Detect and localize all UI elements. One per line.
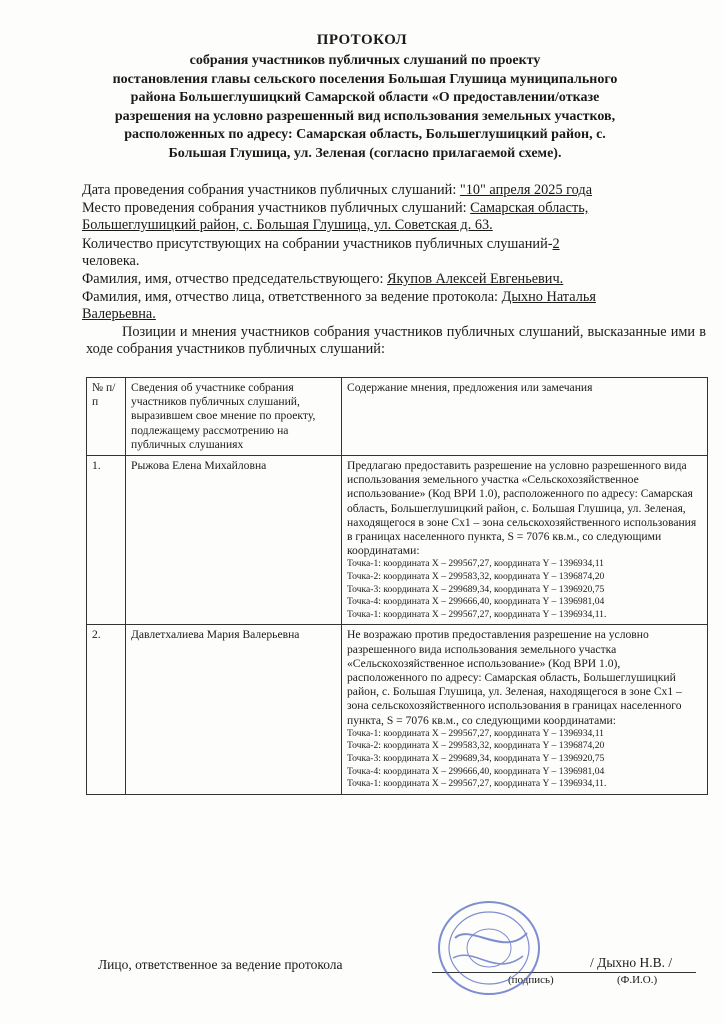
coordinate-point: Точка-3: координата X – 299689,34, координата Y – 1396920,75 — [347, 753, 605, 765]
header-num: № п/п — [87, 378, 126, 456]
table-row — [87, 456, 708, 625]
secretary-value-1: Дыхно Наталья — [501, 289, 596, 305]
opinion-text: Предлагаю предоставить разрешение на условно разрешенного вида использования земельного участка «Сельскохозяйственное использование» (Код ВРИ 1.0), расположенного по адресу: Самарская область, Большеглушицкий район, с. Большая Глушица, ул. Зеленая, находящегося в зоне Сх1 – зона сельскохозяйственного использования в границах населенного пункта, S = 7076 кв.м., со следующими координатами: — [347, 459, 697, 558]
date-value: "10" апреля 2025 года — [459, 182, 593, 198]
responsible-label: Лицо, ответственное за ведение протокола — [98, 957, 343, 972]
row-participant: Давлетхалиева Мария Валерьевна — [126, 625, 342, 794]
coordinate-point: Точка-4: координата X – 299666,40, координата Y – 1396981,04 — [347, 596, 605, 608]
name-caption: (Ф.И.О.) — [617, 974, 658, 986]
round-seal-icon — [435, 898, 543, 998]
count-value: 2 — [552, 236, 560, 252]
signature-caption: (подпись) — [508, 974, 554, 986]
attendee-count — [82, 236, 702, 270]
place-value-2: Большеглушицкий район, с. Большая Глушица, ул. Советская д. 63. — [82, 217, 493, 233]
header-opinion: Содержание мнения, предложения или замечания — [342, 378, 708, 456]
header-participant: Сведения об участнике собрания участников публичных слушаний, выразившем свое мнение по проекту, подлежащему рассмотрению на публичных слушаниях — [126, 378, 342, 456]
coordinate-point: Точка-1: координата X – 299567,27, координата Y – 1396934,11. — [347, 608, 607, 620]
secretary-value-2: Валерьевна. — [82, 306, 156, 322]
document-title: ПРОТОКОЛ — [316, 32, 408, 48]
table-row — [87, 625, 708, 794]
coordinate-point: Точка-1: координата X – 299567,27, координата Y – 1396934,11 — [347, 558, 604, 570]
document-subtitle — [60, 52, 670, 163]
signer-name: / Дыхно Н.В. / — [590, 955, 673, 970]
chairperson — [82, 271, 702, 288]
secretary — [82, 289, 702, 323]
place-label: Место проведения собрания участников публичных слушаний: — [82, 200, 467, 216]
subtitle-line: расположенных по адресу: Самарская область, Большеглушицкий район, с. — [124, 127, 606, 142]
row-num: 1. — [87, 456, 126, 625]
row-num: 2. — [87, 625, 126, 794]
row-opinion — [342, 625, 708, 794]
coordinate-point: Точка-1: координата X – 299567,27, координата Y – 1396934,11. — [347, 778, 607, 790]
coordinate-point: Точка-3: координата X – 299689,34, координата Y – 1396920,75 — [347, 583, 605, 595]
subtitle-line: собрания участников публичных слушаний по проекту — [189, 53, 541, 68]
subtitle-line: Большая Глушица, ул. Зеленая (согласно прилагаемой схеме). — [168, 145, 562, 161]
place-value-1: Самарская область, — [470, 200, 589, 216]
count-label: Количество присутствующих на собрании участников публичных слушаний- — [82, 236, 553, 252]
subtitle-line: постановления главы сельского поселения Большая Глушица муниципального — [112, 71, 618, 87]
subtitle-line: разрешения на условно разрешенный вид использования земельных участков, — [114, 108, 616, 124]
meeting-place — [82, 200, 702, 234]
row-opinion — [342, 456, 708, 625]
row-participant: Рыжова Елена Михайловна — [126, 456, 342, 625]
table-header-row — [87, 378, 708, 456]
secretary-label: Фамилия, имя, отчество лица, ответственного за ведение протокола: — [82, 289, 499, 305]
opinions-table — [86, 377, 708, 795]
chair-label: Фамилия, имя, отчество председательствующего: — [82, 271, 384, 287]
count-suffix: человека. — [82, 253, 140, 269]
meeting-date — [82, 182, 702, 199]
opinion-text: Не возражаю против предоставления разрешение на условно разрешенного вида использования земельного участка «Сельскохозяйственное использование» (Код ВРИ 1.0), расположенного по адресу: Самарская область, Большеглушицкий район, с. Большая Глушица, ул. Зеленая, находящегося в зоне Сх1 – зона сельскохозяйственного использования в границах населенного пункта, S = 7076 кв.м., со следующими координатами: — [347, 628, 682, 727]
chair-value: Якупов Алексей Евгеньевич. — [387, 271, 564, 287]
coordinate-point: Точка-4: координата X – 299666,40, координата Y – 1396981,04 — [347, 765, 605, 777]
coordinate-point: Точка-2: координата X – 299583,32, координата Y – 1396874,20 — [347, 740, 605, 752]
coordinate-point: Точка-2: координата X – 299583,32, координата Y – 1396874,20 — [347, 571, 605, 583]
subtitle-line: района Большеглушицкий Самарской области «О предоставлении/отказе — [130, 90, 600, 105]
positions-intro: Позиции и мнения участников собрания участников публичных слушаний, высказанные ими в ходе собрания участников публичных слушаний: — [86, 324, 706, 357]
date-label: Дата проведения собрания участников публичных слушаний: — [82, 182, 457, 198]
coordinate-point: Точка-1: координата X – 299567,27, координата Y – 1396934,11 — [347, 727, 604, 739]
